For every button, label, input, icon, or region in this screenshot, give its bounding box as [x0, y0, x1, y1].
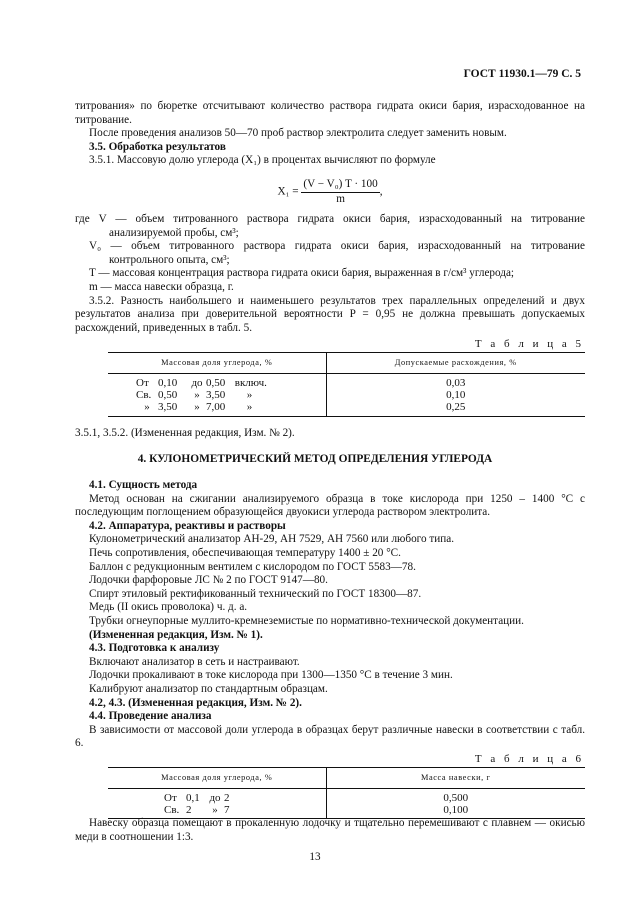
list-item: Печь сопротивления, обеспечивающая температуру 1400 ± 20 °С. — [89, 546, 401, 559]
range-sep: до — [209, 791, 221, 804]
definition-item — [75, 240, 585, 267]
table6-header-row — [108, 768, 585, 789]
definition-text: объем титрованного раствора гидрата окиси бария, израсходованный на титрование контрольного опыта, см³; — [109, 240, 586, 266]
list-item: Включают анализатор в сеть и настраивают. — [89, 655, 300, 668]
section-4-1-heading: 4.1. Сущность метода — [89, 479, 198, 491]
range-prefix: От — [164, 791, 177, 804]
page-number: 13 — [309, 851, 321, 863]
range-suffix: » — [246, 389, 253, 401]
table6-cell-value: 0,100 — [326, 804, 585, 819]
table6-header-sample: Масса навески, г — [326, 768, 585, 789]
table-row — [108, 373, 585, 389]
list-item: Кулонометрический анализатор АН-29, АН 7529, АН 7560 или любого типа. — [89, 533, 454, 546]
table-row — [108, 788, 585, 804]
paragraph-3-5-2: 3.5.2. Разность наибольшего и наименьшего результатов трех параллельных определений и двух результатов анализа при доверительной вероятности P = 0,95 не должна превышать допускаемых расхождений, приведенных в табл. 5. — [75, 294, 585, 334]
definition-item — [75, 281, 585, 295]
range-prefix: Св. — [136, 389, 152, 401]
section-3-5-heading: 3.5. Обработка результатов — [89, 140, 226, 153]
table6-caption: Т а б л и ц а 6 — [474, 753, 584, 765]
range-sep: » — [194, 401, 200, 414]
range-prefix: От — [136, 376, 149, 389]
table5-header-mass: Массовая доля углерода, % — [108, 353, 326, 374]
section-4-2-heading: 4.2. Аппаратура, реактивы и растворы — [89, 519, 286, 532]
definition-item — [75, 213, 585, 240]
range-sep: до — [191, 376, 203, 389]
definition-text: массовая концентрация раствора гидрата окиси бария, выраженная в г/см³ углерода; — [112, 267, 515, 280]
formula-x1 — [75, 178, 585, 206]
paragraph-4-1: Метод основан на сжигании анализируемого образца в токе кислорода при 1250 – 1400 °С с последующим поглощением образующейся двуокиси углерода раствором электролита. — [75, 492, 585, 519]
formula-fraction — [301, 178, 379, 206]
section-4-body — [75, 479, 585, 751]
range-to: 3,50 — [206, 389, 226, 401]
intro-block — [75, 100, 585, 168]
table5-cell-value: 0,10 — [326, 389, 585, 401]
section-4-3-heading: 4.3. Подготовка к анализу — [89, 642, 220, 655]
table5-cell-range — [108, 373, 326, 389]
paragraph-4-4-b: Навеску образца помещают в прокаленную лодочку и тщательно перемешивают с плавнем — окисью меди в соотношении 1:3. — [75, 817, 585, 843]
table6 — [108, 767, 585, 819]
paragraph-4-4: В зависимости от массовой доли углерода в образцах берут различные навески в соответствии с табл. 6. — [75, 723, 585, 750]
range-from: 0,1 — [186, 791, 200, 804]
list-item: Лодочки прокаливают в токе кислорода при 1300—1350 °С в течение 3 мин. — [89, 669, 453, 682]
list-item: Баллон с редукционным вентилем с кислородом по ГОСТ 5583—78. — [89, 560, 416, 573]
table6-cell-range — [108, 788, 326, 804]
range-prefix: » — [144, 401, 150, 414]
range-suffix: включ. — [234, 376, 267, 389]
range-to: 7,00 — [206, 401, 226, 414]
range-prefix: Св. — [164, 804, 180, 816]
range-to: 7 — [224, 804, 230, 816]
definitions-list — [75, 213, 585, 335]
definition-symbol: T — — [89, 267, 110, 280]
range-sep: » — [194, 389, 200, 401]
paragraph-3-5-1: 3.5.1. Массовую долю углерода (X₁) в процентах вычисляют по формуле — [89, 154, 436, 167]
definition-symbol: где V — — [75, 213, 127, 225]
list-item: Спирт этиловый ректификованный технический по ГОСТ 18300—87. — [89, 587, 422, 600]
table5-cell-range — [108, 401, 326, 416]
intro-line2: После проведения анализов 50—70 проб раствор электролита следует заменить новым. — [89, 127, 507, 140]
range-from: 3,50 — [158, 401, 178, 414]
range-to: 0,50 — [206, 376, 226, 389]
table5-cell-range — [108, 389, 326, 401]
definition-item — [75, 267, 585, 281]
note-4-3: 4.2, 4.3. (Измененная редакция, Изм. № 2). — [89, 696, 302, 709]
table5-caption: Т а б л и ц а 5 — [474, 338, 584, 350]
intro-line1: титрования» по бюретке отсчитывают количество раствора гидрата окиси бария, израсходованное на титрование. — [75, 100, 585, 126]
table5-header-tolerance: Допускаемые расхождения, % — [326, 353, 585, 374]
note-3-5 — [75, 427, 585, 441]
table6-header-mass: Массовая доля углерода, % — [108, 768, 326, 789]
table5-header-row — [108, 353, 585, 374]
table5 — [108, 352, 585, 417]
formula-lhs: X₁ = — [277, 185, 299, 198]
table-row — [108, 389, 585, 401]
range-from: 2 — [186, 804, 192, 816]
section-4-4-heading: 4.4. Проведение анализа — [89, 710, 212, 723]
formula-tail: , — [379, 185, 383, 198]
note-text: 3.5.1, 3.5.2. (Измененная редакция, Изм. № 2). — [75, 427, 295, 439]
section-4-title: 4. КУЛОНОМЕТРИЧЕСКИЙ МЕТОД ОПРЕДЕЛЕНИЯ УГЛЕРОДА — [137, 453, 493, 465]
formula-numerator: (V − V₀) T · 100 — [301, 178, 379, 193]
range-from: 0,10 — [158, 376, 178, 389]
range-to: 2 — [224, 791, 230, 804]
table6-cell-value: 0,500 — [326, 788, 585, 804]
note-3-5-text — [75, 427, 585, 441]
page-header: ГОСТ 11930.1—79 С. 5 — [463, 68, 581, 80]
range-suffix: » — [246, 401, 253, 414]
list-item: Калибруют анализатор по стандартным образцам. — [89, 682, 328, 695]
definition-symbol: m — — [89, 280, 112, 293]
range-from: 0,50 — [158, 389, 178, 401]
definition-text: объем титрованного раствора гидрата окиси бария, израсходованный на титрование анализируемой пробы, см³; — [109, 213, 585, 239]
table5-cell-value: 0,25 — [326, 401, 585, 416]
list-item: Лодочки фарфоровые ЛС № 2 по ГОСТ 9147—80. — [89, 574, 328, 587]
range-sep: » — [212, 804, 218, 816]
list-item: Трубки огнеупорные муллито-кремнеземистые по нормативно-технической документации. — [89, 614, 524, 627]
table-row — [108, 401, 585, 416]
formula-denominator: m — [336, 192, 345, 205]
table5-cell-value: 0,03 — [326, 373, 585, 389]
note-4-2: (Измененная редакция, Изм. № 1). — [89, 628, 263, 641]
list-item: Медь (II окись проволока) ч. д. а. — [89, 601, 248, 614]
definition-symbol: V₀ — — [89, 240, 122, 253]
final-paragraph-block — [75, 817, 585, 844]
definition-text: масса навески образца, г. — [114, 280, 234, 293]
